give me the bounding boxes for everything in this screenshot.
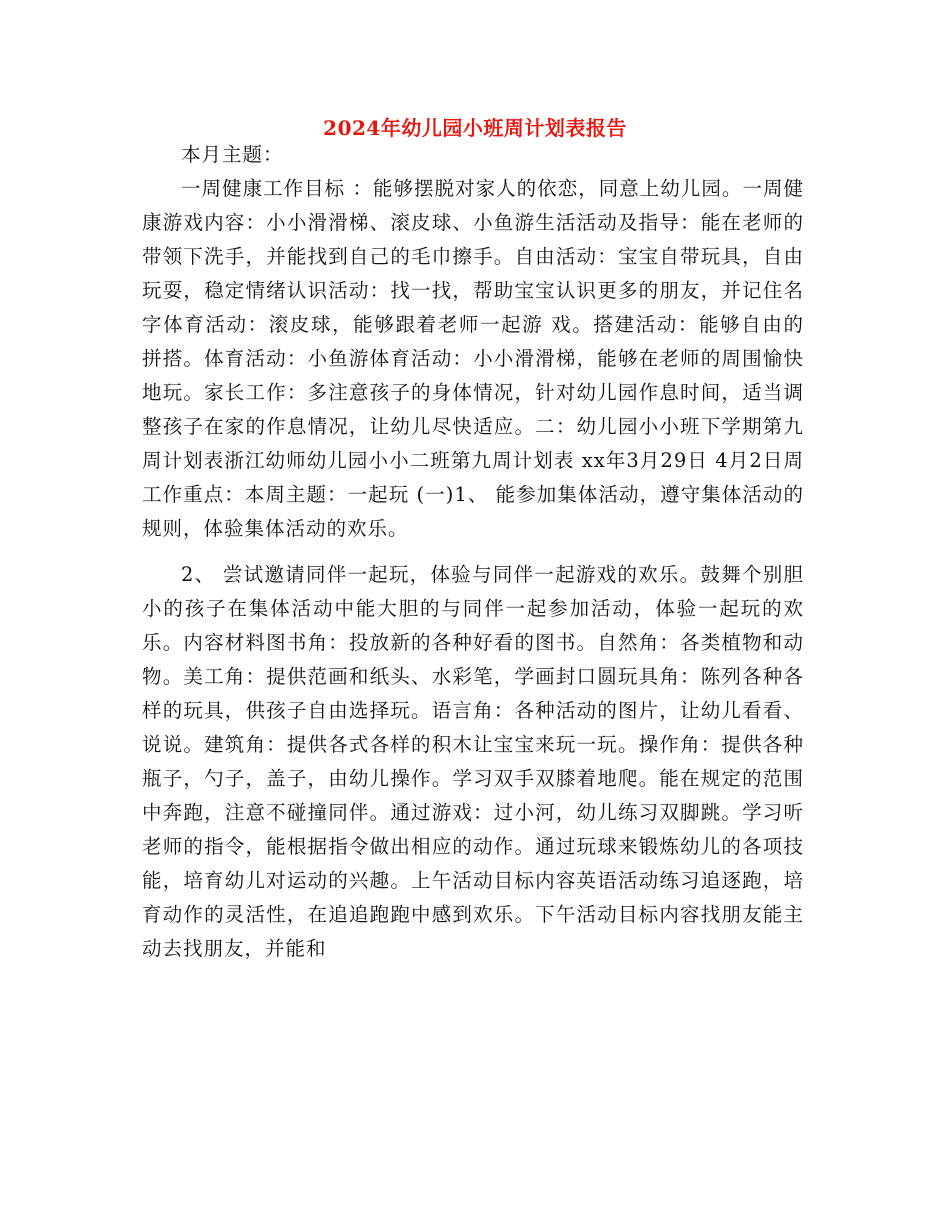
paragraph-theme: 本月主题： (181, 143, 284, 166)
document-body (142, 138, 804, 966)
document-title: 2024年幼儿园小班周计划表报告 (323, 116, 627, 140)
paragraph-activities: 2、 尝试邀请同伴一起玩，体验与同伴一起游戏的欢乐。鼓舞个别胆小的孩子在集体活动中能大胆的与同伴一起参加活动，体验一起玩的欢乐。内容材料图书角：投放新的各种好看的图书。自然角：各类植物和动物。美工角：提供范画和纸头、水彩笔，学画封口圆玩具角：陈列各种各样的玩具，供孩子自由选择玩。语言角：各种活动的图片，让幼儿看看、说说。建筑角：提供各式各样的积木让宝宝来玩一玩。操作角：提供各种瓶子，勺子，盖子，由幼儿操作。学习双手双膝着地爬。能在规定的范围中奔跑，注意不碰撞同伴。通过游戏：过小河，幼儿练习双脚跳。学习听老师的指令，能根据指令做出相应的动作。通过玩球来锻炼幼儿的各项技能，培育幼儿对运动的兴趣。上午活动目标内容英语活动练习追逐跑，培育动作的灵活性，在追追跑跑中感到欢乐。下午活动目标内容找朋友能主动去找朋友，并能和 (142, 563, 804, 960)
paragraph-health-goals: 一周健康工作目标 ：能够摆脱对家人的依恋，同意上幼儿园。一周健康游戏内容：小小滑滑梯、滚皮球、小鱼游生活活动及指导：能在老师的带领下洗手，并能找到自己的毛巾擦手。自由活动：宝宝自带玩具，自由玩耍，稳定情绪认识活动：找一找，帮助宝宝认识更多的朋友，并记住名字体育活动：滚皮球，能够跟着老师一起游 戏。搭建活动：能够自由的拼搭。体育活动：小鱼游体育活动：小小滑滑梯，能够在老师的周围愉快地玩。家长工作：多注意孩子的身体情况，针对幼儿园作息时间，适当调整孩子在家的作息情况，让幼儿尽快适应。二：幼儿园小小班下学期第九周计划表浙江幼师幼儿园小小二班第九周计划表 xx年3月29日 4月2日周工作重点：本周主题：一起玩 (一)1、 能参加集体活动，遵守集体活动的规则，体验集体活动的欢乐。 (142, 177, 804, 540)
